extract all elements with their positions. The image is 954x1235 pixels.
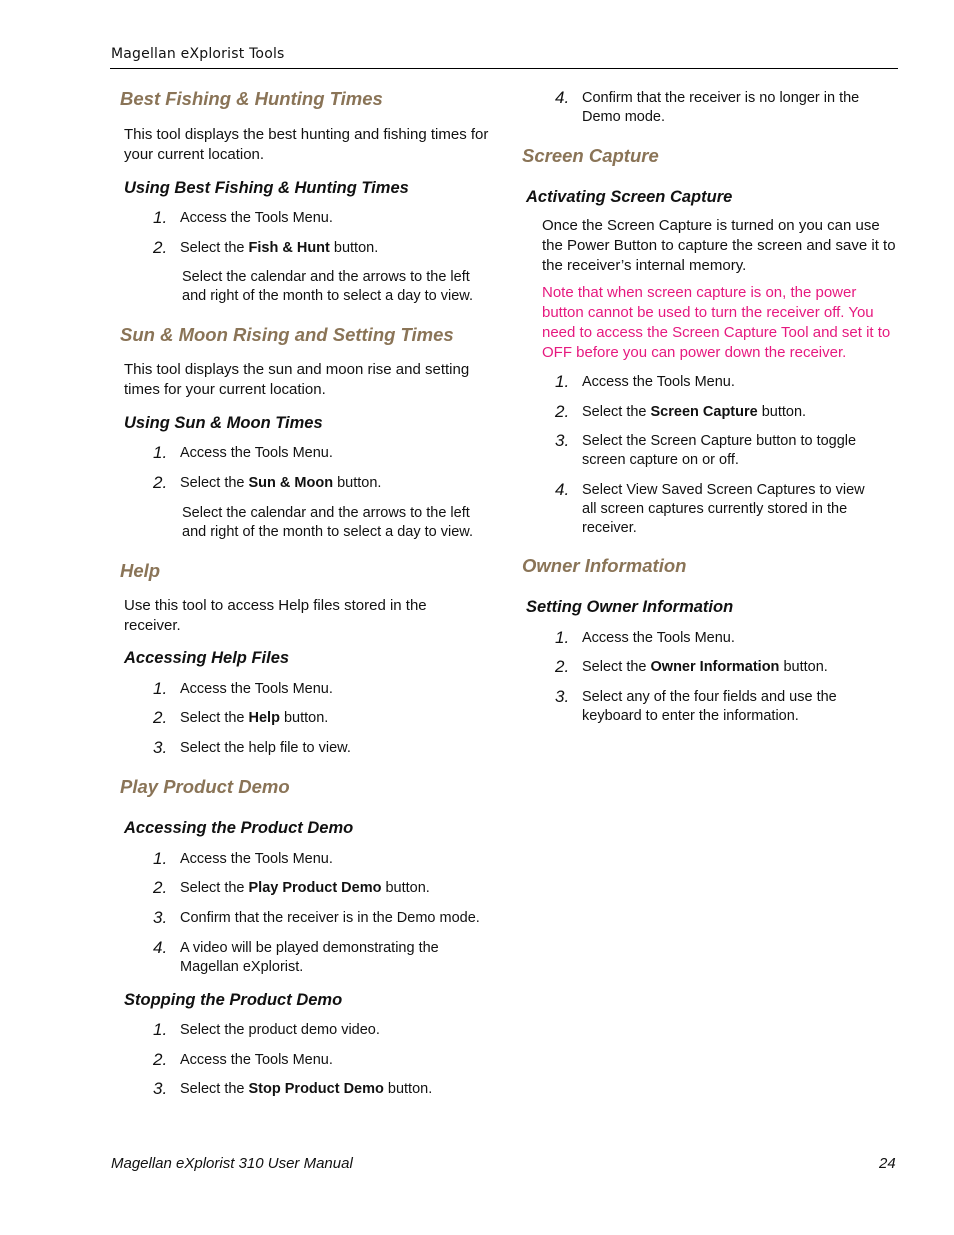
- fishing-intro: This tool displays the best hunting and fishing times for your current location.: [124, 126, 489, 163]
- step-text: Select the Help button.: [180, 710, 329, 726]
- section-heading-fishing: Best Fishing & Hunting Times: [120, 88, 383, 109]
- step-number: 1.: [555, 628, 570, 647]
- step-text: Select the help file to view.: [180, 740, 351, 756]
- step-number: 1.: [153, 849, 168, 868]
- step-number: 1.: [153, 443, 168, 462]
- step-text: Access the Tools Menu.: [582, 630, 735, 646]
- screen-capture-intro: Once the Screen Capture is turned on you can use the Power Button to capture the screen and save it to the receiver’s internal memory.: [542, 217, 896, 274]
- step-text: Access the Tools Menu.: [180, 445, 333, 461]
- page-number: 24: [879, 1155, 896, 1172]
- ui-button-name: Screen Capture: [650, 404, 758, 420]
- step-number: 2.: [153, 238, 168, 257]
- step-number: 2.: [153, 708, 168, 727]
- section-heading-help: Help: [120, 560, 161, 581]
- fishing-calendar-note: Select the calendar and the arrows to the left and right of the month to select a day to view.: [182, 269, 473, 304]
- subheading-setting-owner-information: Setting Owner Information: [526, 598, 734, 616]
- step-text: Confirm that the receiver is in the Demo mode.: [180, 910, 480, 926]
- step-text: Access the Tools Menu.: [180, 1052, 333, 1068]
- screen-capture-warning-note: Note that when screen capture is on, the power button cannot be used to turn the receiver off. You need to access the Screen Capture Tool and set it to OFF before you can power down the receiver.: [542, 284, 891, 361]
- subheading-stopping-demo: Stopping the Product Demo: [124, 991, 343, 1009]
- step-text: Select any of the four fields and use the keyboard to enter the information.: [582, 689, 837, 724]
- step-number: 2.: [153, 878, 168, 897]
- step-number: 2.: [153, 1050, 168, 1069]
- subheading-using-sun-moon: Using Sun & Moon Times: [124, 414, 323, 432]
- step-number: 3.: [555, 431, 570, 450]
- footer-manual-title: Magellan eXplorist 310 User Manual: [111, 1155, 353, 1172]
- step-number: 3.: [153, 1079, 168, 1098]
- ui-button-name: Stop Product Demo: [248, 1081, 384, 1097]
- subheading-activating-screen-capture: Activating Screen Capture: [526, 188, 733, 206]
- step-text: Access the Tools Menu.: [180, 210, 333, 226]
- ui-button-name: Fish & Hunt: [248, 240, 330, 256]
- step-text: Select the Screen Capture button to toggle screen capture on or off.: [582, 433, 857, 468]
- ui-button-name: Play Product Demo: [248, 880, 382, 896]
- sun-moon-intro: This tool displays the sun and moon rise and setting times for your current location.: [124, 361, 470, 398]
- section-heading-demo: Play Product Demo: [120, 776, 290, 797]
- step-text-demo-continued: Confirm that the receiver is no longer in the Demo mode.: [582, 90, 860, 125]
- step-number: 4.: [555, 88, 570, 107]
- section-heading-screen-capture: Screen Capture: [522, 145, 659, 166]
- ui-button-name: Owner Information: [650, 659, 780, 675]
- step-text: Select the Play Product Demo button.: [180, 880, 430, 896]
- step-text: Select the Owner Information button.: [582, 659, 828, 675]
- step-number: 3.: [153, 908, 168, 927]
- step-number: 1.: [153, 1020, 168, 1039]
- subheading-accessing-demo: Accessing the Product Demo: [124, 819, 354, 837]
- step-text: Select View Saved Screen Captures to view all screen captures currently stored in the receiver.: [582, 482, 865, 536]
- step-text: Access the Tools Menu.: [180, 681, 333, 697]
- step-text: Select the Stop Product Demo button.: [180, 1081, 433, 1097]
- step-number: 3.: [153, 738, 168, 757]
- section-heading-sun-moon: Sun & Moon Rising and Setting Times: [120, 324, 454, 345]
- help-intro: Use this tool to access Help files stored in the receiver.: [124, 597, 427, 634]
- step-text: Select the product demo video.: [180, 1022, 380, 1038]
- subheading-accessing-help: Accessing Help Files: [124, 649, 290, 667]
- step-number: 4.: [153, 938, 168, 957]
- section-heading-owner-information: Owner Information: [522, 555, 687, 576]
- ui-button-name: Sun & Moon: [248, 475, 334, 491]
- step-text: Select the Fish & Hunt button.: [180, 240, 379, 256]
- step-text: Access the Tools Menu.: [582, 374, 735, 390]
- step-text: A video will be played demonstrating the Magellan eXplorist.: [180, 940, 439, 975]
- step-number: 1.: [153, 679, 168, 698]
- step-number: 2.: [153, 473, 168, 492]
- step-number: 1.: [153, 208, 168, 227]
- header-divider: [110, 68, 898, 69]
- step-number: 2.: [555, 657, 570, 676]
- running-header: Magellan eXplorist Tools: [111, 46, 285, 62]
- step-number: 1.: [555, 372, 570, 391]
- step-number: 3.: [555, 687, 570, 706]
- sun-moon-calendar-note: Select the calendar and the arrows to the left and right of the month to select a day to view.: [182, 505, 473, 540]
- step-text: Access the Tools Menu.: [180, 851, 333, 867]
- step-text: Select the Sun & Moon button.: [180, 475, 382, 491]
- subheading-using-fishing: Using Best Fishing & Hunting Times: [124, 179, 409, 197]
- step-text: Select the Screen Capture button.: [582, 404, 807, 420]
- step-number: 4.: [555, 480, 570, 499]
- step-number: 2.: [555, 402, 570, 421]
- ui-button-name: Help: [248, 710, 280, 726]
